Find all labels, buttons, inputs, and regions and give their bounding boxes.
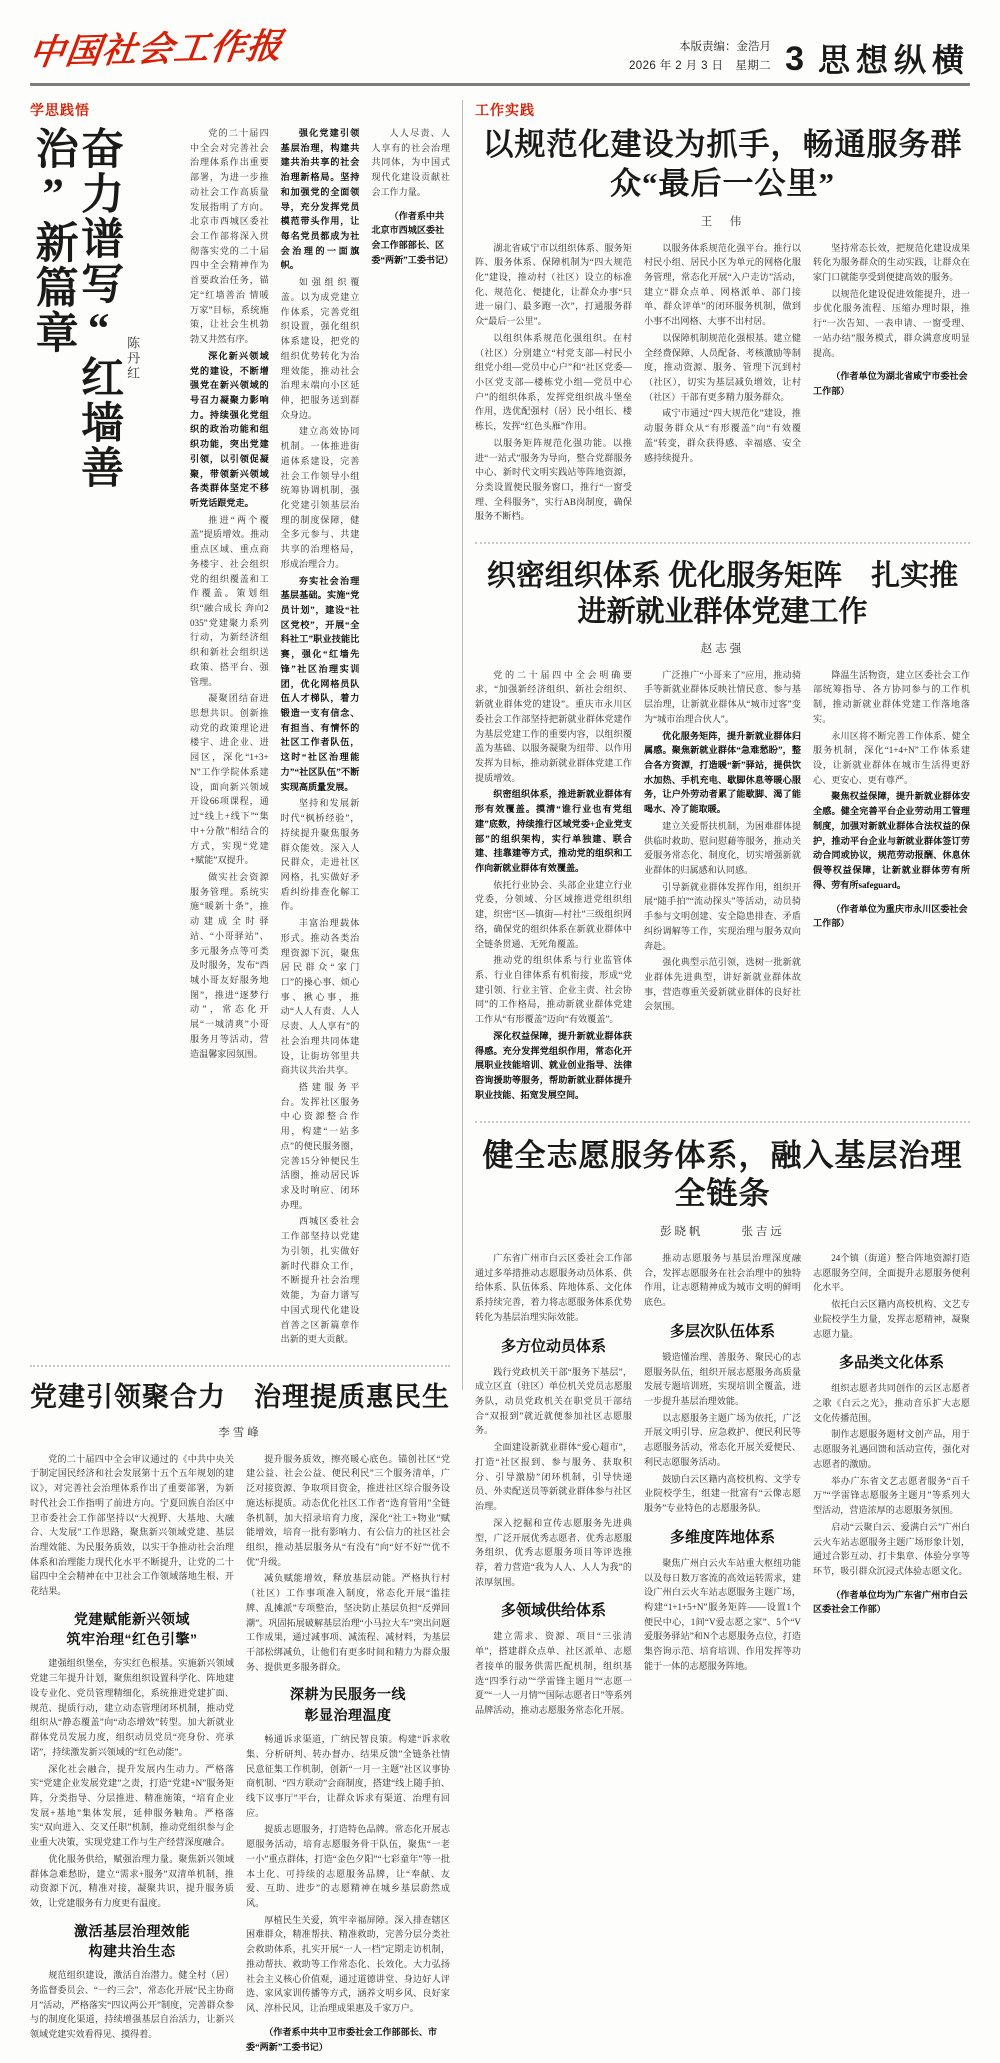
author-1: 彭晓帆 [660,1226,704,1238]
paragraph: 启动“云聚白云、爱满白云”广州白云火车站志愿服务主题广场形象计划，通过合影互动、打卡集章、体验分享等环节，吸引群众沉浸式体验志愿文化。 [813,1521,970,1576]
subheading-position: 多维度阵地体系 [669,1528,775,1546]
paragraph: 人人尽责、人人享有的社会治理共同体，为中国式现代化建设贡献社会工作力量。 [371,128,451,197]
paragraph: 全面建设新就业群体“爱心超市”，打造“社区报到、参与服务、获取积分、引导激励”闭环机制，引导快递员、外卖配送员等新就业群体参与社区治理。 [475,1442,632,1512]
paragraph: 深化新兴领域党的建设，不断增强党在新兴领域的号召力凝聚力影响力。持续强化党组织的政治功能和组织功能，突出党建引领，以引领促凝聚，带领新兴领域各类群体坚定不移听党话跟党走。 [190,350,269,508]
paragraph: 依托白云区籍内高校机构、文艺专业院校学生力量，发挥志愿精神，凝聚志愿力量。 [813,1299,970,1339]
text-column [644,668,801,1105]
lead-author: 陈丹红 [125,336,141,381]
text-column [371,126,454,1349]
paragraph: 推动志愿服务与基层治理深度融合，发挥志愿服务在社会治理中的独特作用，让志愿精神成为城市文明的鲜明底色。 [644,1253,801,1308]
article-partybuilding [475,558,970,1104]
paragraph: 聚焦广州白云火车站重大枢纽功能以及每日数万客流的高效运转需求，建设广州白云火车站志愿服务主题广场，构建“1+1+5+N”服务矩阵——设置1个便民中心，1间“V爱志愿之家”、5个“V爱服务驿站”和N个志愿服务点位，打造集咨询示范、培育培训、作用发挥等功能于一体的志愿服务阵地。 [644,1557,801,1671]
paragraph: 建强组织堡垒，夯实红色根基。实施新兴领域党建三年提升计划，聚焦组织设置科学化、阵地建设专业化、党员管理精细化，系统推进党建扩面、规范、提质行动，建立动态管理闭环机制，推动党组织从“静态覆盖”向“动态增效”转型。加大新就业群体党员发展力度，组织动员党员“亮身份、亮承诺”，持续激发新兴领域的“红色动能”。 [30,1658,234,1757]
paragraph: 24个镇（街道）整合阵地资源打造志愿服务空间，全面提升志愿服务便利化水平。 [813,1253,970,1293]
paragraph: 厚植民生关爱，筑牢幸福屏障。深入排查辖区困难群众，精准帮扶、精准救助，完善分层分类社会救助体系，扎实开展“一人一档”定期走访机制，推动帮扶、救助等工作常态化、长效化。大力弘扬社会主义核心价值观，通过道德讲堂、身边好人评选、家风家训传播等方式，涵养文明乡风、良好家风、淳朴民风，让治理成果惠及千家万户。 [246,1914,450,2013]
paragraph: 深化权益保障，提升新就业群体获得感。充分发挥党组织作用，常态化开展职业技能培训、就业创业指导、法律咨询援助等服务，帮助新就业群体提升职业技能、拓宽发展空间。 [475,1030,632,1100]
paragraph: 以服务体系规范化强平台。推行以村民小组、居民小区为单元的网格化服务管理，常态化开展“入户走访”活动，建立“群众点单、网格派单、部门接单、群众评单”的闭环服务机制，做到小事不出网格、大事不出村居。 [644,242,801,327]
paragraph: 举办广东省文艺志愿者服务“百千万”“学雷锋志愿服务主题月”等系列大型活动，营造浓厚的志愿服务氛围。 [813,1475,970,1516]
article-practice [475,100,970,526]
author-credit: （作者系中共北京市西城区委社会工作部部长、区委“两新”工委书记） [371,210,454,265]
text-column [813,668,970,1105]
author-2: 张吉远 [741,1226,785,1238]
paragraph: 强化典型示范引领，选树一批新就业群体先进典型，讲好新就业群体故事，营造尊重关爱新就业群体的良好社会氛围。 [644,957,801,1012]
text-column [475,1251,632,1720]
paragraph: 组织志愿者共同创作的云区志愿者之歌《白云之光》，推动音乐扩大志愿文化传播范围。 [813,1383,970,1423]
masthead [27,0,970,78]
text-column [813,241,970,527]
section-divider [30,1365,450,1367]
text-column [246,1452,450,2063]
masthead-meta [629,38,771,76]
paragraph: 以保障机制规范化强根基。建立健全经费保障、人员配备、考核激励等制度，推动资源、服务、管理下沉到村（社区），切实为基层减负增效，让村（社区）干部有更多精力服务群众。 [644,332,801,402]
partybuilding-columns [475,668,970,1105]
newspaper-logo: 中国社会工作报 [27,26,286,73]
paragraph: 践行党政机关干部“服务下基层”，成立区直（驻区）单位机关党员志愿服务队，动员党政机关在职党员干部结合“双报到”就近就便参加社区志愿服务。 [475,1366,632,1436]
text-column [475,668,632,1105]
paragraph: 湖北省咸宁市以组织体系、服务矩阵、服务体系、保障机制为“四大规范化”建设，推动村（社区）设立的标准化、规范化、便捷化，让群众办事“只进一扇门、最多跑一次”，打通服务群众“最后一公里”。 [475,242,632,327]
paragraph: 西城区委社会工作部坚持以党建为引领，扎实做好新时代群众工作，不断提升社会治理效能，为奋力谱写中国式现代化建设首善之区新篇章作出新的更大贡献。 [280,1216,360,1345]
paragraph: 坚持常态长效，把规范化建设成果转化为服务群众的生动实践，让群众在家门口就能享受到便捷高效的服务。 [813,242,970,282]
subheading-multi: 多方位动员体系 [500,1337,606,1355]
paragraph: 织密组织体系，推进新就业群体有形有效覆盖。摸清“谁行业也有党组建”底数，持续推行区域党委+企业党支部”的组织架构，实行单独建、联合建、挂靠建等方式，推动党的组织和工作向新就业群体有效覆盖。 [475,789,632,873]
paragraph: 降温生活物资，建立区委社会工作部统筹指导、各方协同参与的工作机制，推动新就业群体党建工作落地落实。 [813,669,970,724]
kicker-lead: 学思践悟 [30,102,90,118]
paragraph: 深入挖掘和宣传志愿服务先进典型，广泛开展优秀志愿者、优秀志愿服务组织、优秀志愿服务项目等评选推荐，着力营造“我为人人、人人为我”的浓厚氛围。 [475,1517,632,1587]
section-divider [475,1121,970,1123]
paragraph: 做实社会资源服务管理。系统实施“暖新十条”，推动建成全时驿站、“小哥驿站”、多元服务点等可类及时服务，发布“西城小哥友好服务地图”，推进“逐梦行动”，常态化开展“一城清爽”小哥服务月等活动，营造温馨家园氛围。 [190,871,269,1059]
text-column [475,241,632,527]
author-credit: （作者系中共中卫市委社会工作部部长、市委“两新”工委书记） [246,2026,437,2052]
paragraph: 强化党建引领基层治理，构建共建共治共享的社会治理新格局。坚持和加强党的全面领导，充分发挥党员模范带头作用，让每名党员都成为社会治理的一面旗帜。 [280,128,360,271]
article-lead [29,126,454,1349]
partybuilding-headline: 织密组织体系 优化服务矩阵 扎实推进新就业群体党建工作 [486,560,959,629]
practice-author: 王 伟 [700,215,745,228]
article-second [30,1381,450,2063]
paragraph: 丰富治理载体形式。推动各类治理资源下沉，聚焦居民群众“家门口”的操心事、烦心事、揪心事，推动“人人有责、人人尽责、人人享有”的社会治理共同体建设，让街坊邻里共商共议共治共享。 [280,918,360,1076]
paragraph: 永川区将不断完善工作体系、健全服务机制，深化“1+4+N”工作体系建设，让新就业群体在城市生活得更舒心、更安心、更有尊严。 [813,730,970,785]
practice-columns [475,241,970,527]
paragraph: 提质志愿服务，打造特色品牌。常态化开展志愿服务活动，培育志愿服务骨干队伍，聚焦“一老一小”重点群体，打造“金色夕阳”“七彩童年”等一批本土化、可持续的志愿服务品牌，让“奉献、友爱、互助、进步”的志愿精神在城乡基层蔚然成风。 [246,1824,450,1908]
text-column [644,1251,801,1720]
lead-headline: 奋力谱写“红墙善治”新篇章 [29,126,123,490]
second-headline: 党建引领聚合力 治理提质惠民生 [30,1381,450,1412]
paragraph: 推动党的组织体系与行业监管体系、行业自律体系有机衔接，形成“党建引领、行业主管、企业主责、社会协同”的工作格局，推动新就业群体党建工作从“有形覆盖”迈向“有效覆盖”。 [475,955,632,1025]
volunteer-authors [475,1223,970,1239]
subheading-line2: 筑牢治理“红色引擎” [66,1631,198,1648]
subheading-culture: 多品类文化体系 [838,1354,944,1372]
paragraph: 搭建服务平台。发挥社区服务中心资源整合作用，构建“一站多点”的便民服务圈，完善15分钟便民生活圈，推动居民诉求及时响应、闭环办理。 [280,1082,360,1210]
masthead-right [629,38,970,78]
author-credit: （作者单位为重庆市永川区委社会工作部） [813,903,968,929]
text-column [30,1452,234,2063]
paragraph: 推进“两个覆盖”提质增效。推动重点区域、重点商务楼宇、社会组织党的组织覆盖和工作覆盖。策划组织“融合成长 奔向2035”党建聚力系列行动，为新经济组织和新社会组织送政策、搭平台、强管理。 [190,514,269,687]
paragraph: 夯实社会治理基层基础。实施“党员计划”，建设“社区党校”，开展“全科社工”职业技能比赛，强化“红墙先锋”社区治理实训团，优化网格员队伍人才梯队，着力锻造一支有信念、有担当、有情怀的社区工作者队伍，这时“社区治理能力”“社区队伍”不断实现高质量发展。 [280,575,360,792]
paragraph: 优化服务矩阵，提升新就业群体归属感。聚焦新就业群体“急难愁盼”，整合各方资源，打造暖“新”驿站，提供饮水加热、手机充电、歇脚休息等暖心服务，让户外劳动者累了能歇脚、渴了能喝水、冷了能取暖。 [644,730,801,815]
paragraph: 建立高效协同机制。一体推进街道体系建设，完善社会工作领导小组统筹协调机制，强化党建引领基层治理的制度保障，健全多元参与、共建共享的治理格局，形成治理合力。 [280,426,360,569]
text-column [813,1251,970,1720]
volunteer-headline: 健全志愿服务体系，融入基层治理全链条 [482,1137,963,1212]
paragraph: 凝聚团结奋进思想共识。创新推动党的政策理论进楼宇、进企业、进园区，深化“1+3+N”工作学院体系建设，面向新兴领域开设66项课程，通过“线上+线下”“集中+分散”相结合的方式，实现“党建+赋能”双提升。 [190,693,269,866]
text-column [281,126,360,1349]
paragraph: 建立关爱帮扶机制，为困难群体提供临时救助、慰问慰藉等服务，推动关爱服务常态化、制度化，切实增强新就业群体的归属感和认同感。 [644,820,801,875]
text-column [644,241,801,527]
right-column-group [475,100,970,1715]
lead-headline-wrap [30,126,180,1349]
paragraph: 坚持和发展新时代“枫桥经验”，持续提升聚焦服务群众能效。深入人民群众，走进社区网格，扎实做好矛盾纠纷排查化解工作。 [280,798,360,912]
paragraph: 以规范化建设促进效能提升，进一步优化服务流程、压缩办理时限，推行“一次告知、一表申请、一窗受理、一站办结”服务模式，群众满意度明显提高。 [813,288,970,358]
page-number: 3 [785,40,804,78]
subheading-line2: 彰显治理温度 [304,1706,392,1723]
subheading-team: 多层次队伍体系 [669,1322,775,1340]
paragraph: 鼓励白云区籍内高校机构、文学专业院校学生，组建一批富有“云像志愿服务”专业特色的志愿服务队。 [644,1473,801,1514]
paragraph: 深化社会融合，提升发展内生动力。严格落实“党建企业发展党建”之责，打造“党建+N”服务矩阵，分类指导、分层推进、精准施策，“培育企业发展+基地”集体发展，延伸服务触角。严格落实“双向进入、交叉任职”机制，推动党组织参与企业重大决策，实现党建工作与生产经营深度融合。 [30,1763,234,1848]
paragraph: 建立需求、资源、项目“三张清单”，搭建群众点单、社区派单、志愿者接单的服务供需匹配机制，组织基选“四季行动”“学雷锋主题月”“志愿一夏”“一人一月情”“国际志愿者日”等系列品牌活动，推动志愿服务常态化开展。 [475,1631,632,1715]
lead-columns [190,126,454,1349]
subheading-line1: 激活基层治理效能 [74,1922,190,1939]
subheading-line1: 党建赋能新兴领域 [74,1610,190,1627]
text-column [190,126,269,1349]
editor-line: 本版责编：金浩月 [679,41,772,54]
subheading-supply: 多领域供给体系 [500,1602,606,1620]
paragraph: 引导新就业群体发挥作用，组织开展“随手拍”“流动探头”等活动，动员骑手参与文明创建、安全隐患排查、矛盾纠纷调解等工作，实现治理与服务双向奔赴。 [644,881,801,951]
second-author: 李雪峰 [218,1426,262,1439]
paragraph: 以服务矩阵规范化强功能。以推进“一站式”服务为导向，整合党群服务中心、新时代文明实践站等阵地资源，分类设置便民服务窗口，推行“一窗受理、全科服务”，实行AB岗制度，确保服务不断档。 [475,437,632,522]
paragraph: 广东省广州市白云区委社会工作部通过多举措推动志愿服务动员体系、供给体系、队伍体系、阵地体系、文化体系持续完善，着力将志愿服务体系优势转化为基层治理实际效能。 [475,1253,632,1322]
subheading [30,1921,234,1962]
second-columns [30,1452,450,2063]
paragraph: 畅通诉求渠道，广纳民智良策。构建“诉求收集、分析研判、转办督办、结果反馈”全链条社情民意征集工作机制，创新“一月一主题”社区议事协商机制、“四方联动”会商制度，搭建“线上随手拍、线下议事厅”平台，让群众诉求有渠道、治理有回应。 [246,1734,450,1818]
subheading [246,1684,450,1725]
paragraph: 党的二十届四中全会审议通过的《中共中央关于制定国民经济和社会发展第十五个五年规划的建议》，对完善社会治理体系作出了重要部署，为新时代社会工作指明了前进方向。宁夏回族自治区中卫市委社会工作部坚持以“大视野、大基地、大融合、大发展”工作思路，聚焦新兴领域党建、基层治理效能、为民服务质效，以实干争推动社会治理体系和治理能力现代化水平不断提升，让党的二十届四中全会精神在中卫社会工作领域落地生根、开花结果。 [30,1453,234,1597]
author-credit: （作者单位为湖北省咸宁市委社会工作部） [813,371,968,397]
paragraph: 党的二十届四中全会对完善社会治理体系作出重要部署，为进一步推动社会工作高质量发展指明了方向。北京市西城区委社会工作部将深入贯彻落实党的二十届四中全会精神作为首要政治任务，锚定“红墙善治 情暖万家”目标，系统施策，让社会生机勃勃又井然有序。 [190,128,269,345]
author-credit: （作者单位均为广东省广州市白云区委社会工作部） [813,1589,968,1615]
partybuilding-author: 赵志强 [700,642,745,655]
vertical-divider [462,100,463,1390]
paragraph: 锻造懂治理、善服务、聚民心的志愿服务队伍，组织开展志愿服务高质量发展专题培训班，实现培训全覆盖，进一步提升基层治理效能。 [644,1351,801,1407]
paragraph: 规范组织建设，激活自治潜力。健全村（居）务监督委员会、“一约三会”，常态化开展“民主协商月”活动，严格落实“四议两公开”制度，完善群众参与的制度化渠道，持续增强基层自治活力，让新兴领域党建实效看得见、摸得着。 [30,1970,234,2040]
paragraph: 减负赋能增效，释放基层动能。严格执行村（社区）工作事项准入制度，常态化开展“滥挂牌、乱摊派”专项整治，坚决防止基层负担“反弹回潮”。巩固拓展破解基层治理“小马拉大车”突出问题工作成果，通过减事项、减流程、减材料，为基层干部松绑减负，让他们有更多时间和精力为群众服务、提供更多服务群众。 [246,1573,450,1672]
paragraph: 党的二十届四中全会明确要求，“加强新经济组织、新社会组织、新就业群体党的建设”。重庆市永川区委社会工作部坚持把新就业群体党建作为基层党建工作的重要内容，以组织覆盖为基础、以服务凝聚为纽带、以作用发挥为目标，推动新就业群体党建工作提质增效。 [475,669,632,783]
paragraph: 以组织体系规范化强组织。在村（社区）分别建立“村党支部—村民小组党小组—党员中心户”和“社区党委—小区党支部—楼栋党小组—党员中心户”的组织体系，发挥党组织战斗堡垒作用，选优配强村（居）民小组长、楼栋长，发挥“红色头雁”作用。 [475,332,632,432]
volunteer-columns [475,1251,970,1720]
page-body [29,100,970,2052]
subheading-line1: 深耕为民服务一线 [290,1686,406,1703]
subheading [30,1609,234,1650]
paragraph: 聚焦权益保障，提升新就业群体安全感。健全完善平台企业劳动用工管理制度，加强对新就业群体合法权益的保护，推动平台企业与新就业群体签订劳动合同或协议，规范劳动报酬、休息休假等权益保障，让新就业群体劳有所得、劳有所safeguard。 [813,791,970,890]
subheading-line2: 构建共治生态 [88,1942,176,1959]
section-title: 思想纵横 [817,42,970,78]
left-column-group [29,100,454,2052]
paragraph: 制作志愿服务题材文创产品，用于志愿服务礼遇回馈和活动宣传，强化对志愿者的激励。 [813,1429,970,1469]
paragraph: 咸宁市通过“四大规范化”建设，推动服务群众从“有形覆盖”向“有效覆盖”转变，群众获得感、幸福感、安全感持续提升。 [644,408,801,463]
paragraph: 如强组织覆盖。以为成党建立作体系，完善党组织设置，强化组织体系建设，把党的组织优势转化为治理效能，推动社会治理末端向小区延伸，把服务送到群众身边。 [280,277,360,420]
paragraph: 提升服务质效，擦亮暖心底色。锚创社区“党建公益、社会公益、便民利民”三个服务清单，广泛对接资源、争取项目资金，推进社区综合服务设施达标提质。动态优化社区工作者“选育管用”全链条机制，加大招录培育力度，深化“社工+物业”赋能增效，培育一批有影响力、有公信力的社区社会组织，推动基层服务从“有没有”向“好不好”“优不优”升级。 [246,1453,450,1567]
section-divider [475,542,970,544]
article-volunteer [475,1137,970,1720]
paragraph: 优化服务供给，赋强治理力量。聚焦新兴领域群体急难愁盼，建立“需求+服务”双清单机制，推动资源下沉，精准对接，凝聚共识，提升服务质效，让党建服务有力度更有温度。 [30,1853,234,1908]
practice-headline: 以规范化建设为抓手，畅通服务群众“最后一公里” [482,127,963,201]
paragraph: 以志愿服务主题广场为依托，广泛开展文明引导、应急救护、便民利民等志愿服务活动，常态化开展关爱便民、利民志愿服务活动。 [644,1412,801,1467]
lead-top [29,126,454,1349]
kicker-practice: 工作实践 [475,102,535,118]
masthead-rule [30,83,970,86]
date-line: 2026 年 2 月 3 日 星期二 [629,60,772,73]
paragraph: 广泛推广“小哥来了”应用，推动骑手等新就业群体反映社情民意、参与基层治理，让新就业群体从“城市过客”变为“城市治理合伙人”。 [644,669,801,724]
paragraph: 依托行业协会、头部企业建立行业党委，分领域、分区域推进党组织组建，织密“区—镇街—村社”三级组织网络，确保党的组织体系在新就业群体中全链条贯通、无死角覆盖。 [475,879,632,949]
